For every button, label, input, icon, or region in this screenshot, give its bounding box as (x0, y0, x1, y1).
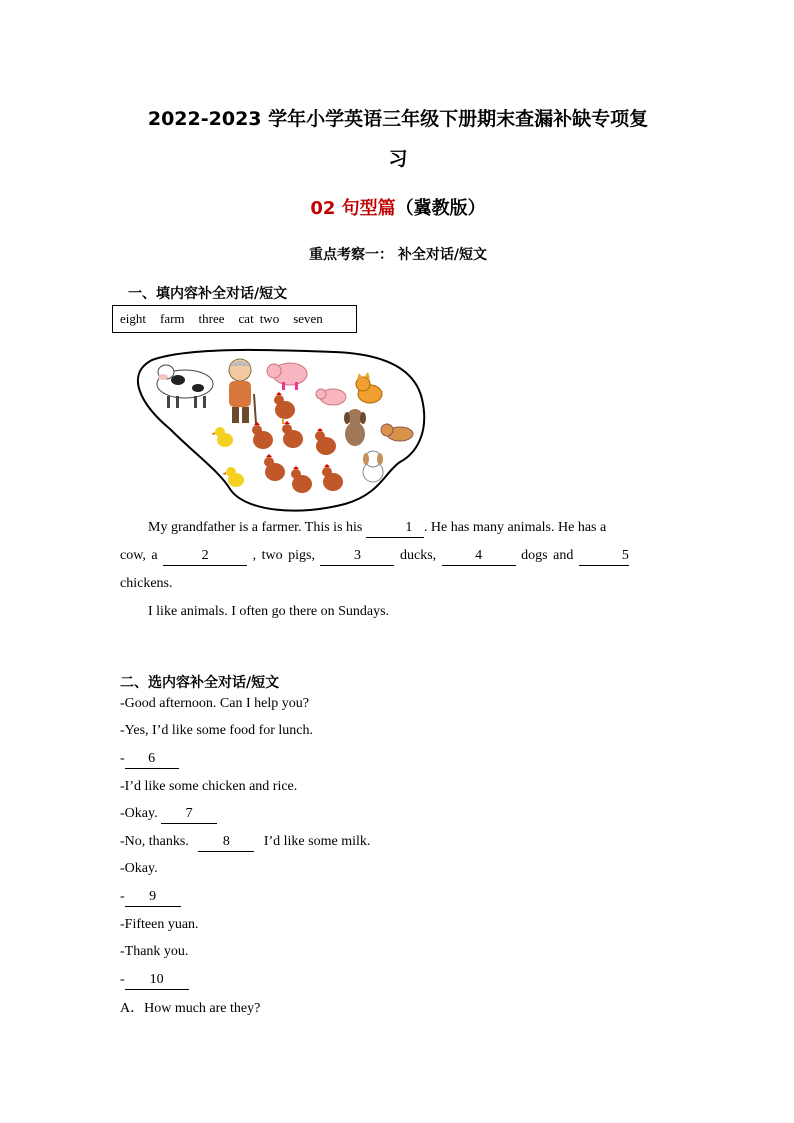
dialogue-line: - 10 (120, 970, 189, 990)
subtitle-red-part: 02 句型篇 (310, 198, 396, 219)
passage-line-2: cow, a 2 , two pigs, 3 ducks, 4 dogs and 5 (120, 542, 676, 570)
word-bank-box (112, 305, 357, 333)
passage-line-1: My grandfather is a farmer. This is his 1 . He has many animals. He has a (120, 514, 676, 542)
word-bank-item: farm (160, 311, 185, 326)
dialogue-line: -Fifteen yuan. (120, 917, 199, 932)
answer-blank-7[interactable]: 7 (161, 805, 217, 824)
passage-line-4: I like animals. I often go there on Sundays. (148, 604, 390, 619)
dialogue-line: - 6 (120, 749, 179, 769)
option-a: A．How much are they? (120, 1001, 261, 1016)
word-bank-item: cat (238, 311, 254, 326)
answer-blank-9[interactable]: 9 (125, 888, 181, 907)
dialogue-line: -Good afternoon. Can I help you? (120, 696, 309, 711)
dialogue-line: -Okay. (120, 861, 158, 876)
subtitle-black-part: （冀教版） (395, 198, 486, 219)
answer-blank-2[interactable]: 2 (163, 547, 247, 566)
dialogue-line: -Thank you. (120, 944, 189, 959)
dialogue-line: -Yes, I’d like some food for lunch. (120, 723, 313, 738)
word-bank-item: two (259, 311, 280, 326)
farm-animals-picture (130, 344, 435, 514)
answer-blank-8[interactable]: 8 (198, 833, 254, 852)
word-bank-item: seven (293, 311, 323, 326)
dialogue-line: -Okay. 7 (120, 804, 217, 824)
answer-blank-1[interactable]: 1 (366, 519, 424, 538)
section-2-heading: 二、选内容补全对话/短文 (120, 675, 280, 691)
word-bank-item: eight (120, 311, 146, 326)
document-subtitle (120, 196, 676, 222)
dog-icon (344, 409, 366, 446)
answer-blank-3[interactable]: 3 (320, 547, 394, 566)
answer-blank-10[interactable]: 10 (125, 971, 189, 990)
document-title-line-1: 2022-2023 学年小学英语三年级下册期末查漏补缺专项复 (147, 108, 649, 130)
document-title-line-2: 习 (388, 148, 408, 170)
passage-line-3: chickens. (120, 576, 173, 591)
dialogue-line: - 9 (120, 887, 181, 907)
dog-icon (363, 451, 383, 482)
focus-heading: 重点考察一： 补全对话/短文 (309, 247, 487, 263)
answer-blank-5[interactable]: 5 (579, 547, 629, 566)
section-1-heading: 一、填内容补全对话/短文 (128, 286, 288, 302)
dialogue-line: -I’d like some chicken and rice. (120, 779, 298, 794)
answer-blank-6[interactable]: 6 (125, 750, 179, 769)
dialogue-line: -No, thanks. 8 I’d like some milk. (120, 832, 370, 852)
word-bank-item: three (198, 311, 225, 326)
answer-blank-4[interactable]: 4 (442, 547, 516, 566)
